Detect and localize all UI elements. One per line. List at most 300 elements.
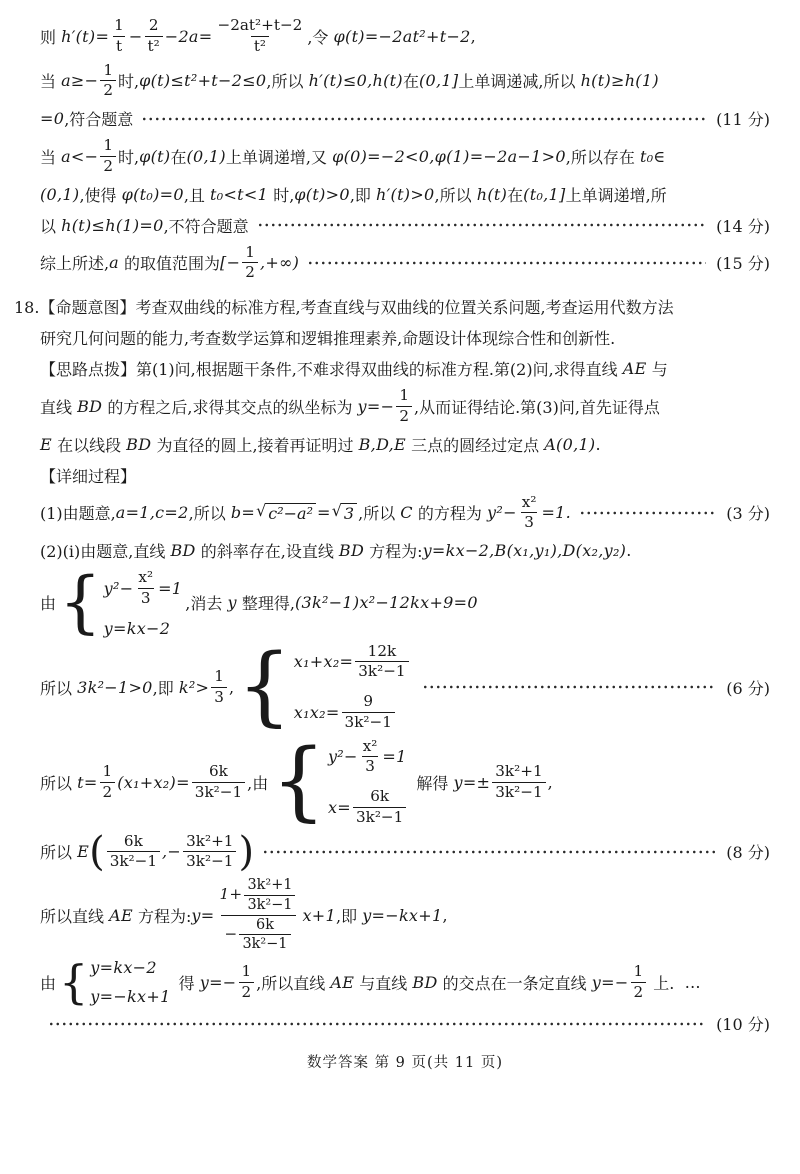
text-run: 1 [633, 961, 644, 980]
text-run: 6k [256, 916, 274, 933]
cases-row [294, 692, 411, 733]
text-run: 当 [40, 147, 62, 167]
line-6 [40, 212, 770, 239]
math-run: =1. [541, 503, 572, 523]
radical-sign: √ [256, 500, 267, 520]
denominator [355, 661, 408, 682]
text-run: 1 [399, 386, 409, 404]
math-run: 1+ [219, 885, 243, 904]
text-run: 3k²−1 [247, 896, 293, 913]
math-run: t₀<t<1 [210, 184, 269, 204]
text-run: ,所以 [266, 72, 309, 92]
numerator [239, 962, 255, 982]
math-run: A(0,1) [544, 434, 596, 454]
score-label: (6 分) [726, 678, 770, 698]
score-label: (14 分) [716, 216, 770, 236]
text-run: 3k²+1 [186, 831, 234, 850]
denominator [631, 982, 647, 1003]
numerator [100, 762, 116, 782]
numerator [360, 737, 381, 757]
text-run: 6k [123, 831, 143, 850]
math-run: =1 [382, 747, 407, 767]
text-run: , [470, 26, 476, 46]
denominator [362, 756, 378, 777]
text-run: 1 [241, 961, 252, 980]
line-11 [40, 386, 770, 427]
numerator [111, 16, 127, 36]
math-run: φ(t₀)=0 [121, 184, 184, 204]
text-run: 上. [648, 973, 675, 993]
denominator [107, 851, 160, 872]
numerator [146, 16, 162, 36]
cases-row [294, 642, 411, 683]
text-run: 解得 [411, 773, 454, 793]
text-run: 3 [214, 687, 224, 706]
cases [59, 563, 183, 642]
denominator [221, 915, 295, 955]
score-label: (15 分) [716, 254, 770, 274]
fraction [239, 962, 255, 1003]
text-run: 得 [173, 973, 200, 993]
math-run: x+1 [302, 905, 336, 925]
denominator [100, 80, 116, 101]
fraction [216, 876, 300, 954]
denominator [396, 406, 412, 427]
math-run: 3k²−1>0 [77, 677, 153, 697]
math-run: φ(t) [139, 146, 171, 166]
fraction [145, 16, 163, 57]
text-run: t² [253, 36, 267, 55]
dot-leader [257, 220, 706, 230]
math-run: E [40, 434, 52, 454]
sqrt [331, 500, 357, 523]
line-8 [14, 293, 770, 320]
numerator [360, 692, 376, 712]
math-run: y=−kx+1 [362, 905, 443, 925]
math-run: ,+∞) [259, 253, 300, 273]
text-run: ,所以 [434, 185, 477, 205]
sqrt [256, 500, 316, 523]
text-run: 研究几何问题的能力,考查数学运算和逻辑推理素养,命题设计体现综合性和创新性. [40, 329, 616, 348]
math-run: − [128, 26, 143, 46]
math-run: (t₀,1] [523, 184, 566, 204]
line-9 [40, 324, 770, 351]
numerator [100, 61, 116, 81]
math-run: y=− [199, 972, 237, 992]
document-content [14, 16, 770, 1037]
line-17 [40, 636, 770, 737]
math-run: BD [126, 434, 152, 454]
text-run: , [547, 772, 553, 792]
text-run: ,所以存在 [565, 147, 640, 167]
text-run: 由 [40, 594, 57, 614]
cases [237, 636, 411, 737]
denominator [113, 36, 125, 57]
text-run: 由 [40, 973, 57, 993]
text-run: 时, [118, 147, 140, 167]
math-run: BD [412, 972, 438, 992]
text-run: 3k²−1 [109, 852, 158, 871]
left-brace-icon: { [59, 563, 102, 642]
text-run: x² [521, 492, 537, 511]
text-run: 2 [633, 982, 644, 1001]
text-run: 综上所述, [40, 254, 110, 274]
math-run: h(t)≤h(1)=0 [61, 215, 164, 235]
text-run: 6k [370, 787, 390, 805]
denominator [183, 851, 236, 872]
cases-rows [294, 642, 411, 733]
math-run: y=± [453, 772, 491, 792]
math-run: a=1,c=2 [115, 503, 189, 523]
text-run: 时, [118, 72, 140, 92]
denominator [100, 156, 116, 177]
math-run: E [77, 842, 90, 862]
math-run: y²− [103, 578, 134, 598]
fraction [239, 916, 290, 955]
fraction [107, 832, 160, 873]
text-run: 3k²−1 [355, 807, 404, 826]
text-run: , [228, 677, 235, 697]
text-run: 上单调递减,所以 [458, 72, 581, 92]
radicand: 3 [341, 503, 357, 523]
text-run: 所以 [40, 773, 78, 793]
text-run: 1 [214, 666, 224, 685]
math-run: AE [330, 972, 355, 992]
math-run: y=− [591, 972, 629, 992]
denominator [138, 588, 154, 609]
big-paren: ) [238, 828, 255, 875]
cases-rows [104, 568, 183, 638]
math-run: B,D,E [358, 434, 406, 454]
text-run: 则 [40, 27, 62, 47]
line-2 [40, 61, 770, 102]
score-label: (11 分) [716, 110, 770, 129]
text-run: ,从而证得结论.第(3)问,首先证得点 [413, 397, 660, 417]
text-run: 在 [402, 72, 419, 92]
numerator [100, 136, 116, 156]
dot-leader [262, 847, 716, 857]
text-run: ,即 [152, 678, 179, 698]
cases-row [328, 737, 408, 778]
line-21 [40, 954, 770, 1009]
text-run: ,且 [183, 185, 211, 205]
big-paren: ( [89, 828, 105, 875]
text-run: 3k²−1 [194, 782, 243, 801]
numerator [206, 762, 231, 782]
denominator [239, 982, 255, 1003]
text-run: 【思路点拨】第(1)问,根据题干条件,不难求得双曲线的标准方程.第(2)问,求得直线 [40, 360, 623, 379]
text-run: 与直线 [354, 973, 413, 993]
line-4 [40, 136, 770, 177]
math-run: b= [230, 503, 256, 523]
math-run: y=− [357, 396, 395, 416]
fraction [100, 136, 116, 177]
numerator [253, 916, 277, 935]
denominator [342, 712, 395, 733]
numerator [216, 876, 300, 915]
numerator [242, 243, 258, 263]
math-run: h(t) [476, 184, 508, 204]
math-run: y [227, 593, 237, 613]
cases-rows [328, 737, 408, 828]
text-run: 3k²+1 [247, 877, 293, 893]
text-run: 在以线段 [51, 435, 127, 455]
math-run: =0 [40, 109, 65, 128]
line-20 [40, 876, 770, 954]
cases [271, 731, 408, 832]
numerator [135, 568, 156, 588]
text-run: 3 [524, 513, 534, 532]
math-run: h′(t)= [61, 26, 110, 46]
text-run: 2 [148, 16, 159, 34]
text-run: 2 [103, 156, 114, 175]
fraction [342, 692, 395, 733]
dot-leader [141, 114, 706, 124]
text-run: 在 [507, 185, 524, 205]
dot-leader [307, 258, 706, 268]
cases-row [104, 568, 183, 609]
numerator [183, 832, 236, 852]
denominator [192, 782, 245, 803]
math-run: a [109, 253, 119, 273]
math-run: φ(0)=−2<0,φ(1)=−2a−1>0 [332, 146, 566, 166]
text-run: 的取值范围为 [118, 254, 221, 274]
text-run: (2)(ⅰ)由题意,直线 [40, 542, 171, 561]
fraction [396, 386, 412, 427]
line-15 [40, 537, 770, 564]
text-run: t [115, 36, 123, 55]
math-run: h′(t)≤0,h(t) [308, 71, 403, 91]
math-run: BD [170, 541, 196, 560]
text-run: 3 [140, 588, 151, 607]
math-run: AE [622, 359, 647, 378]
text-run: ,使得 [79, 185, 122, 205]
text-run: t² [147, 36, 160, 55]
text-run: 1 [103, 60, 114, 79]
math-run: (3k²−1)x²−12kx+9=0 [294, 593, 478, 613]
math-run: AE [109, 905, 133, 925]
text-run: . [626, 541, 632, 560]
fraction [242, 243, 258, 284]
math-run: x₁+x₂= [293, 652, 354, 672]
text-run: 的方程为 [412, 504, 488, 524]
line-19 [40, 828, 770, 875]
math-run: y²− [487, 503, 517, 523]
math-run: x₁x₂= [293, 702, 340, 722]
fraction [100, 762, 116, 803]
denominator [244, 895, 295, 915]
fraction [631, 962, 647, 1003]
math-run: φ(t)>0 [294, 184, 350, 204]
math-run: x= [327, 797, 351, 817]
text-run: 2 [245, 263, 255, 282]
math-run: ,− [162, 842, 182, 862]
text-run: 9 [363, 692, 374, 710]
text-run: ,即 [336, 906, 363, 926]
text-run: 与 [646, 360, 668, 379]
dot-leader [422, 682, 717, 692]
fraction [214, 16, 305, 57]
denominator [100, 782, 116, 803]
text-run: 的斜率存在,设直线 [195, 542, 339, 561]
numerator [211, 667, 227, 687]
math-run: − [224, 924, 238, 943]
text-run: 3k²−1 [495, 782, 543, 801]
text-run: 上单调递增,又 [225, 147, 333, 167]
numerator [631, 962, 647, 982]
text-run: 在 [170, 147, 187, 167]
text-run: 整理得, [236, 594, 295, 614]
cases-row [104, 619, 183, 638]
fraction [355, 642, 408, 683]
fraction [183, 832, 236, 873]
math-run: y=−kx+1 [90, 987, 171, 1007]
left-brace-icon: { [237, 636, 292, 737]
fraction [211, 667, 227, 708]
cases-row [90, 987, 170, 1006]
math-run: a<− [61, 146, 99, 166]
line-1 [40, 16, 770, 57]
text-run: x² [362, 736, 378, 755]
line-13 [40, 462, 770, 489]
cases-row [328, 787, 408, 828]
math-run: (0,1) [40, 184, 80, 204]
denominator [492, 782, 545, 803]
denominator [145, 36, 163, 57]
math-run: y=kx−2 [90, 958, 157, 978]
math-run: [− [220, 253, 241, 273]
text-run: 2 [103, 81, 114, 100]
math-run: h′(t)>0 [376, 184, 435, 204]
fraction [244, 876, 295, 915]
left-brace-icon: { [271, 731, 326, 832]
page-footer: 数学答案 第 9 页(共 11 页) [306, 1055, 504, 1072]
text-run: 方程为: [132, 906, 192, 926]
text-run: 3k²−1 [242, 936, 288, 953]
line-5 [40, 181, 770, 208]
math-run: y= [191, 905, 215, 925]
math-run: k²> [178, 677, 210, 697]
math-run: = [317, 503, 331, 523]
fraction [360, 737, 381, 778]
text-run: 3k²−1 [344, 712, 392, 731]
math-run: (x₁+x₂)= [117, 772, 190, 792]
text-run: 1 [245, 242, 255, 261]
line-10 [40, 355, 770, 382]
math-run: −2a= [164, 26, 213, 46]
denominator [353, 807, 406, 828]
text-run: 12k [367, 641, 397, 660]
numerator [367, 787, 392, 807]
text-run: 所以 [40, 843, 78, 863]
text-run: . [595, 434, 601, 454]
math-run: (0,1) [186, 146, 226, 166]
radicand: c²−a² [265, 503, 316, 523]
numerator [519, 493, 540, 513]
text-run: 所以直线 [40, 906, 110, 926]
text-run: 以 [40, 216, 62, 236]
score-label: (3 分) [726, 504, 770, 524]
text-run: 三点的圆经过定点 [406, 435, 545, 455]
math-run: φ(t)≤t²+t−2≤0 [139, 71, 267, 91]
text-run: , [442, 905, 448, 925]
text-run: 【详细过程】 [40, 466, 137, 486]
math-run: a≥− [61, 71, 99, 91]
math-run: h(t)≥h(1) [580, 71, 659, 91]
fraction [492, 762, 545, 803]
text-run: ,不符合题意 [163, 216, 249, 236]
math-run: BD [77, 396, 103, 416]
score-label: (10 分) [716, 1015, 770, 1035]
math-run: y²− [327, 747, 358, 767]
numerator [121, 832, 146, 852]
math-run: C [400, 503, 413, 523]
line-14 [40, 493, 770, 534]
text-run: 当 [40, 72, 62, 92]
math-run: y=kx−2,B(x₁,y₁),D(x₂,y₂) [422, 541, 627, 560]
fraction [135, 568, 156, 609]
denominator [242, 262, 258, 283]
fraction [519, 493, 540, 534]
text-run: 3k²−1 [358, 662, 406, 681]
text-run: 直线 [40, 397, 78, 417]
cases-rows [90, 958, 170, 1006]
text-run: ,即 [349, 185, 376, 205]
numerator [492, 762, 545, 782]
text-run: 2 [399, 406, 409, 425]
text-run: 1 [103, 136, 114, 154]
text-run: 的方程之后,求得其交点的纵坐标为 [102, 397, 358, 417]
fraction [192, 762, 245, 803]
score-label: (8 分) [726, 843, 770, 863]
radical-sign: √ [331, 500, 342, 520]
math-run: t= [77, 772, 98, 792]
line-18 [40, 731, 770, 832]
numerator [244, 876, 295, 895]
math-run: φ(t)=−2at²+t−2 [333, 26, 471, 46]
cases-row [90, 958, 170, 977]
denominator [239, 934, 290, 954]
text-run: −2at²+t−2 [217, 16, 303, 34]
text-run: ,令 [307, 27, 334, 47]
dot-leader [48, 1019, 706, 1029]
fraction [100, 61, 116, 102]
numerator [365, 642, 400, 662]
denominator [211, 687, 227, 708]
text-run: 2 [241, 982, 252, 1001]
left-brace-icon: { [59, 954, 89, 1009]
text-run: x² [138, 568, 154, 586]
denominator [521, 512, 537, 533]
text-run: 3k²−1 [186, 852, 234, 871]
text-run: ,消去 [185, 594, 228, 614]
line-22 [40, 1010, 770, 1037]
fraction [353, 787, 406, 828]
text-run: (1)由题意, [40, 504, 116, 524]
text-run: ,由 [247, 773, 269, 793]
text-run: 3 [365, 757, 375, 776]
line-16 [40, 563, 770, 642]
text-run: 6k [209, 761, 228, 780]
math-run: t₀∈ [639, 146, 666, 166]
line-3 [40, 105, 770, 132]
math-run: (0,1] [418, 71, 459, 91]
text-run: ,所以直线 [256, 973, 331, 993]
text-run: 3k²+1 [495, 761, 543, 780]
text-run: 方程为: [364, 542, 423, 561]
math-run: y=kx−2 [103, 618, 171, 638]
text-run: ,所以 [188, 504, 231, 524]
